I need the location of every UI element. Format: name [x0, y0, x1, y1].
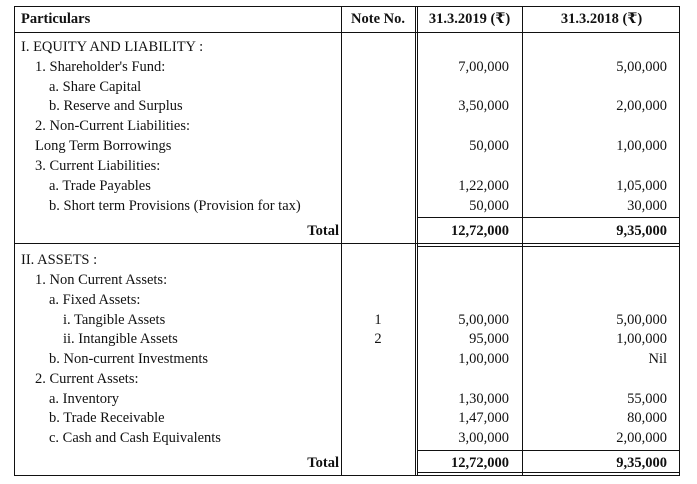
row-value-2019: 5,00,000 [458, 312, 509, 328]
header-particulars: Particulars [21, 11, 91, 27]
table-row [15, 156, 681, 176]
row-value-2018: Nil [648, 351, 667, 367]
row-value-2019: 1,22,000 [458, 178, 509, 194]
row-value-2018: 5,00,000 [616, 312, 667, 328]
header-divider [15, 32, 679, 33]
table-row [15, 116, 681, 136]
row-value-2018: 1,00,000 [616, 331, 667, 347]
row-label: a. Share Capital [49, 79, 142, 95]
row-value-2019: 50,000 [469, 198, 509, 214]
total-label: Total [307, 455, 339, 471]
row-value-2019: 7,00,000 [458, 59, 509, 75]
row-value-2018: 2,00,000 [616, 430, 667, 446]
section-title-row [15, 37, 681, 57]
table-row [15, 290, 681, 310]
row-value-2019: 3,00,000 [458, 430, 509, 446]
total-value-2018: 9,35,000 [616, 455, 667, 471]
double-underline [417, 472, 679, 473]
table-row [15, 176, 681, 196]
row-label: 3. Current Liabilities: [35, 158, 161, 174]
row-value-2018: 5,00,000 [616, 59, 667, 75]
header-note-no: Note No. [351, 11, 405, 27]
balance-sheet-table [14, 6, 680, 476]
table-row [15, 369, 681, 389]
row-value-2019: 50,000 [469, 138, 509, 154]
row-label: a. Trade Payables [49, 178, 151, 194]
table-row [15, 389, 681, 409]
table-row [15, 136, 681, 156]
section-title: I. EQUITY AND LIABILITY : [21, 39, 204, 55]
section-title-row [15, 250, 681, 270]
row-label: 2. Non-Current Liabilities: [35, 118, 191, 134]
row-label: c. Cash and Cash Equivalents [49, 430, 221, 446]
table-row [15, 57, 681, 77]
row-label: b. Short term Provisions (Provision for tax) [49, 198, 301, 214]
row-value-2019: 1,30,000 [458, 391, 509, 407]
table-row [15, 270, 681, 290]
row-value-2018: 2,00,000 [616, 98, 667, 114]
row-value-2019: 95,000 [469, 331, 509, 347]
row-label: b. Reserve and Surplus [49, 98, 183, 114]
row-note: 2 [374, 331, 382, 347]
table-row [15, 196, 681, 216]
table-row [15, 310, 681, 330]
row-value-2018: 1,00,000 [616, 138, 667, 154]
row-label: a. Fixed Assets: [49, 292, 141, 308]
total-label: Total [307, 223, 339, 239]
section-divider [15, 243, 679, 244]
table-row [15, 408, 681, 428]
total-row [15, 453, 681, 473]
row-label: 1. Non Current Assets: [35, 272, 168, 288]
table-row [15, 77, 681, 97]
row-value-2018: 80,000 [627, 410, 667, 426]
total-rule [417, 450, 679, 451]
row-label: b. Non-current Investments [49, 351, 209, 367]
row-value-2019: 1,00,000 [458, 351, 509, 367]
row-label: i. Tangible Assets [63, 312, 166, 328]
double-underline [417, 246, 679, 247]
row-value-2018: 30,000 [627, 198, 667, 214]
row-label: a. Inventory [49, 391, 120, 407]
table-row [15, 329, 681, 349]
table-row [15, 428, 681, 448]
row-value-2018: 55,000 [627, 391, 667, 407]
row-label: 1. Shareholder's Fund: [35, 59, 166, 75]
total-value-2019: 12,72,000 [451, 223, 509, 239]
row-value-2018: 1,05,000 [616, 178, 667, 194]
row-label: ii. Intangible Assets [63, 331, 178, 347]
total-value-2019: 12,72,000 [451, 455, 509, 471]
section-title: II. ASSETS : [21, 252, 98, 268]
total-row [15, 221, 681, 241]
header-2019: 31.3.2019 (₹) [428, 11, 511, 27]
table-row [15, 96, 681, 116]
table-row [15, 349, 681, 369]
row-label: Long Term Borrowings [35, 138, 172, 154]
row-note: 1 [374, 312, 382, 328]
row-label: 2. Current Assets: [35, 371, 139, 387]
header-2018: 31.3.2018 (₹) [560, 11, 643, 27]
row-value-2019: 3,50,000 [458, 98, 509, 114]
total-value-2018: 9,35,000 [616, 223, 667, 239]
total-rule [417, 217, 679, 218]
row-label: b. Trade Receivable [49, 410, 165, 426]
row-value-2019: 1,47,000 [458, 410, 509, 426]
